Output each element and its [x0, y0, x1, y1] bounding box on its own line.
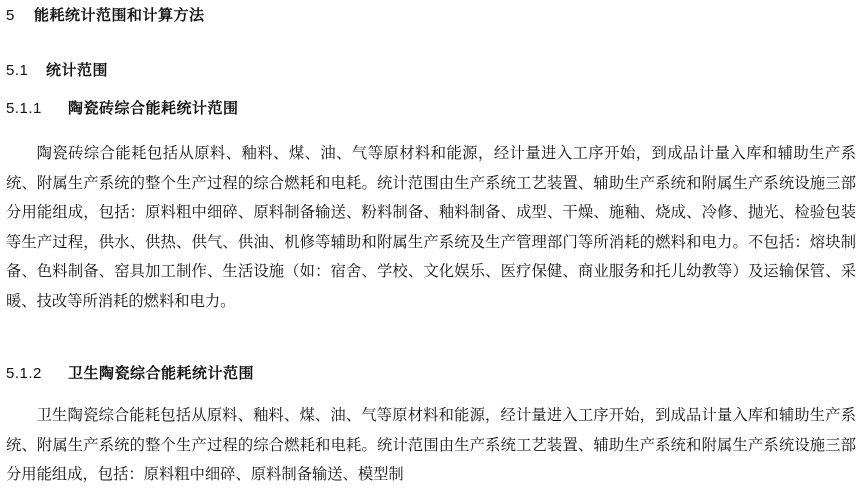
- section-5-1-1-paragraph: 陶瓷砖综合能耗包括从原料、釉料、煤、油、气等原材料和能源，经计量进入工序开始，到成品计量入库和辅助生产系统、附属生产系统的整个生产过程的综合燃耗和电耗。统计范围由生产系统工艺装置、辅助生产系统和附属生产系统设施三部分用能组成，包括：原料粗中细碎、原料制备输送、粉料制备、釉料制备、成型、干燥、施釉、烧成、冷修、抛光、检验包装等生产过程，供水、供热、供气、供油、机修等辅助和附属生产系统及生产管理部门等所消耗的燃料和电力。不包括：熔块制备、色料制备、窑具加工制作、生活设施（如：宿舍、学校、文化娱乐、医疗保健、商业服务和托儿幼教等）及运输保管、采暖、技改等所消耗的燃料和电力。: [6, 144, 856, 310]
- section-number: 5: [6, 7, 15, 24]
- section-title: 卫生陶瓷综合能耗统计范围: [68, 364, 255, 382]
- section-5-1-2-heading: [6, 362, 254, 383]
- section-number: 5.1: [6, 62, 29, 79]
- section-5-1-1-heading: [6, 97, 239, 118]
- section-title: 能耗统计范围和计算方法: [34, 6, 205, 24]
- section-5-1-heading: [6, 59, 108, 80]
- section-number: 5.1.1: [6, 100, 42, 117]
- section-title: 陶瓷砖综合能耗统计范围: [68, 99, 239, 117]
- section-number: 5.1.2: [6, 365, 42, 382]
- section-5-1-2-paragraph: 卫生陶瓷综合能耗包括从原料、釉料、煤、油、气等原材料和能源，经计量进入工序开始，到成品计量入库和辅助生产系统、附属生产系统的整个生产过程的综合燃耗和电耗。统计范围由生产系统工艺装置、辅助生产系统和附属生产系统设施三部分用能组成，包括：原料粗中细碎、原料制备输送、模型制: [6, 406, 856, 483]
- section-5-heading: [6, 4, 205, 25]
- section-title: 统计范围: [46, 61, 109, 79]
